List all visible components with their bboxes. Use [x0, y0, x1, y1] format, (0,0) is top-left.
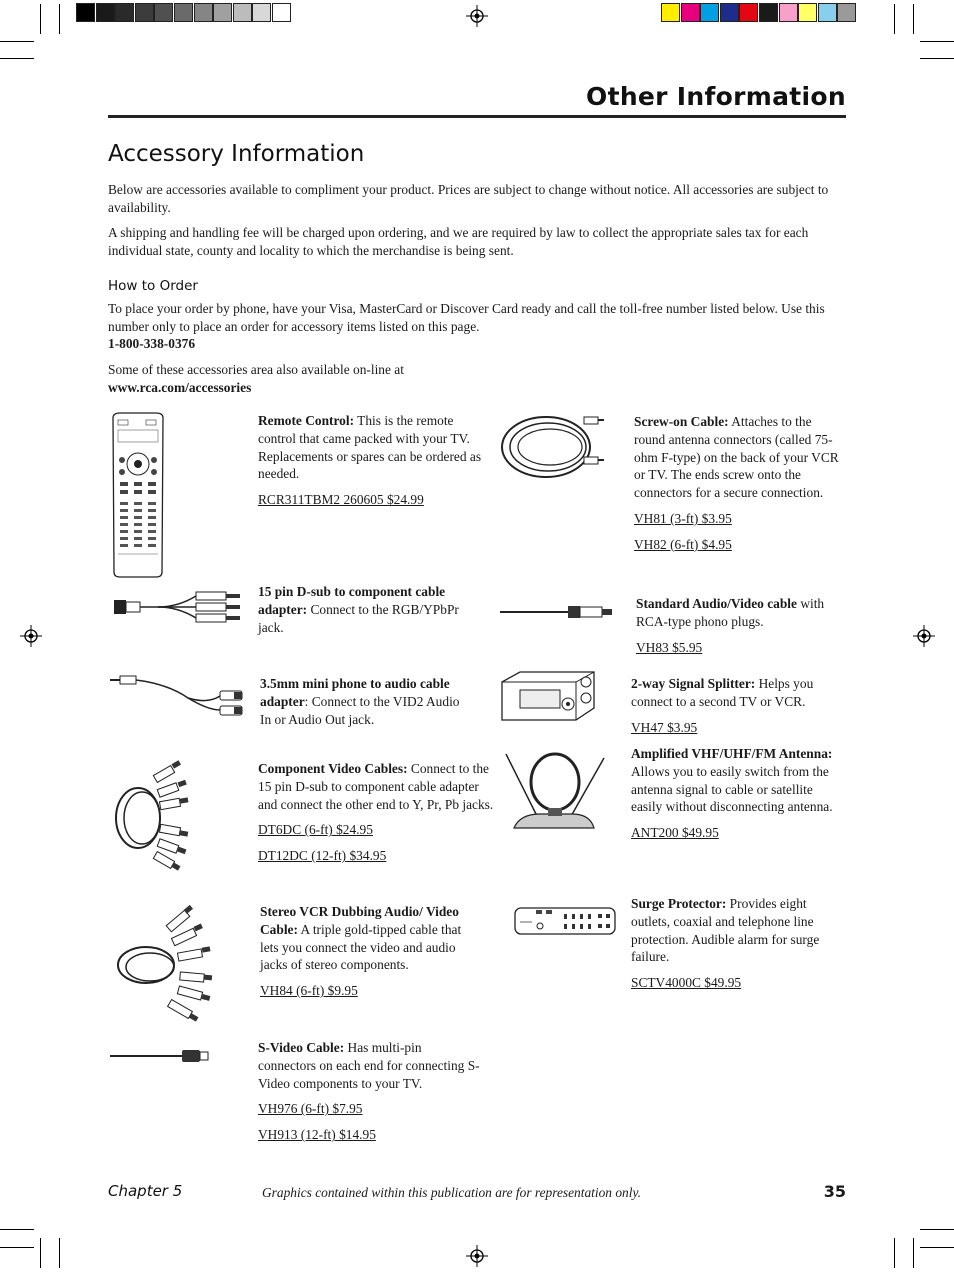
- item-description: This is the remote control that came packed with your TV. Replacements or spares can be ordered as needed.: [258, 413, 482, 482]
- item-title: Component Video Cables:: [258, 761, 408, 776]
- gray-swatch: [252, 3, 271, 22]
- gray-swatch: [96, 3, 115, 22]
- page-number: 35: [823, 1182, 846, 1201]
- item-remote-control: [258, 412, 483, 509]
- section-title: Other Information: [586, 82, 846, 111]
- gray-swatch: [115, 3, 134, 22]
- item-description: Connect to the 15 pin D-sub to component cable adapter and connect the other end to Y, Pr, Pb jacks.: [258, 761, 494, 812]
- page-heading: Accessory Information: [108, 141, 365, 167]
- registration-mark-icon: [466, 5, 488, 27]
- registration-mark-icon: [20, 625, 42, 647]
- s-video-cable-illustration: [110, 1046, 210, 1066]
- item-s-video-cable: [258, 1039, 480, 1144]
- item-price-link[interactable]: DT6DC (6-ft) $24.95: [258, 822, 373, 838]
- header-rule: [108, 115, 846, 118]
- accessories-url-link[interactable]: www.rca.com/accessories: [108, 380, 252, 395]
- color-swatch: [818, 3, 837, 22]
- color-swatch: [779, 3, 798, 22]
- item-price-link[interactable]: VH83 $5.95: [636, 639, 703, 655]
- item-price-link[interactable]: VH81 (3-ft) $3.95: [634, 510, 732, 526]
- color-swatch: [700, 3, 719, 22]
- item-title: Remote Control:: [258, 413, 355, 428]
- item-title: Amplified VHF/UHF/FM Antenna:: [631, 746, 833, 761]
- color-swatch: [681, 3, 700, 22]
- item-price-link[interactable]: RCR311TBM2 260605 $24.99: [258, 492, 424, 508]
- color-swatch: [759, 3, 778, 22]
- item-price-link[interactable]: VH47 $3.95: [631, 719, 698, 735]
- standard-av-cable-illustration: [500, 604, 615, 620]
- order-phone-number[interactable]: 1-800-338-0376: [108, 336, 196, 351]
- item-mini-phone-adapter: [260, 675, 470, 728]
- item-title: Standard Audio/Video cable: [636, 596, 797, 611]
- component-video-cables-illustration: [108, 760, 198, 875]
- item-price-link[interactable]: VH913 (12-ft) $14.95: [258, 1127, 376, 1143]
- order-instructions: To place your order by phone, have your Visa, MasterCard or Discover Card ready and call the toll-free number listed below. Use this number only to place an order for accessory items listed on this page.: [108, 301, 825, 334]
- shipping-paragraph: A shipping and handling fee will be charged upon ordering, and we are required by law to collect the appropriate sales tax for each individual state, county and locality to which the merchandise is being sent.: [108, 225, 809, 258]
- item-description: Attaches to the round antenna connectors (called 75-ohm F-type) on the back of your VCR or TV. The ends screw onto the connectors for a secure connection.: [634, 414, 839, 501]
- footer-disclaimer: Graphics contained within this publication are for representation only.: [262, 1185, 642, 1200]
- item-price-link[interactable]: VH976 (6-ft) $7.95: [258, 1101, 363, 1117]
- footer-chapter: Chapter 5: [108, 1182, 183, 1200]
- item-surge-protector: [631, 895, 849, 992]
- gray-swatch: [194, 3, 213, 22]
- item-price-link[interactable]: ANT200 $49.95: [631, 825, 719, 841]
- item-description: A triple gold-tipped cable that lets you connect the video and audio jacks of stereo components.: [260, 921, 462, 973]
- registration-mark-icon: [466, 1245, 488, 1267]
- item-price-link[interactable]: VH82 (6-ft) $4.95: [634, 536, 732, 552]
- gray-swatch: [272, 3, 291, 22]
- remote-control-illustration: [110, 412, 166, 578]
- gray-swatch: [135, 3, 154, 22]
- item-title: S-Video Cable:: [258, 1040, 345, 1055]
- item-amplified-antenna: [631, 745, 841, 842]
- item-standard-av-cable: [636, 595, 841, 656]
- item-description: Provides eight outlets, coaxial and telephone line protection. Audible alarm for surge failure.: [631, 896, 820, 965]
- color-swatch: [837, 3, 856, 22]
- item-signal-splitter: [631, 675, 846, 736]
- color-swatch: [661, 3, 680, 22]
- item-price-link[interactable]: DT12DC (12-ft) $34.95: [258, 848, 387, 864]
- item-description: Connect to the RGB/YPbPr jack.: [258, 601, 459, 635]
- item-price-link[interactable]: SCTV4000C $49.95: [631, 975, 742, 991]
- mini-phone-adapter-illustration: [108, 674, 248, 724]
- surge-protector-illustration: [514, 906, 618, 938]
- item-component-video-cables: [258, 760, 494, 865]
- how-to-order-heading: How to Order: [108, 278, 198, 294]
- gray-swatch: [213, 3, 232, 22]
- amplified-antenna-illustration: [500, 748, 610, 834]
- item-description: : Connect to the VID2 Audio In or Audio Out jack.: [260, 693, 460, 727]
- color-swatch: [739, 3, 758, 22]
- item-description: with RCA-type phono plugs.: [636, 596, 825, 629]
- item-title: Stereo VCR Dubbing Audio/ Video Cable:: [260, 904, 459, 937]
- gray-swatch: [233, 3, 252, 22]
- dsub-adapter-illustration: [108, 588, 248, 628]
- screw-on-cable-illustration: [498, 413, 608, 481]
- item-description: Allows you to easily switch from the antenna signal to cable or satellite easily without disconnecting antenna.: [631, 763, 833, 815]
- stereo-dubbing-cable-illustration: [108, 905, 218, 1025]
- item-title: Screw-on Cable:: [634, 414, 729, 429]
- item-title: 15 pin D-sub to component cable adapter:: [258, 584, 446, 617]
- gray-swatch: [174, 3, 193, 22]
- gray-swatch: [154, 3, 173, 22]
- item-dsub-adapter: [258, 583, 486, 636]
- registration-mark-icon: [913, 625, 935, 647]
- item-description: Has multi-pin connectors on each end for connecting S-Video components to your TV.: [258, 1040, 480, 1091]
- signal-splitter-illustration: [500, 668, 600, 726]
- item-title: 3.5mm mini phone to audio cable adapter: [260, 676, 450, 709]
- item-description: Helps you connect to a second TV or VCR.: [631, 676, 814, 709]
- item-screw-on-cable: [634, 413, 846, 554]
- color-swatch: [720, 3, 739, 22]
- online-availability-text: Some of these accessories area also available on-line at: [108, 362, 404, 377]
- item-title: 2-way Signal Splitter:: [631, 676, 756, 691]
- color-swatch: [798, 3, 817, 22]
- intro-paragraph: Below are accessories available to compliment your product. Prices are subject to change without notice. All accessories are subject to availability.: [108, 182, 829, 215]
- item-price-link[interactable]: VH84 (6-ft) $9.95: [260, 983, 358, 999]
- item-stereo-vcr-dubbing-cable: [260, 903, 472, 1000]
- gray-swatch: [76, 3, 95, 22]
- item-title: Surge Protector:: [631, 896, 727, 911]
